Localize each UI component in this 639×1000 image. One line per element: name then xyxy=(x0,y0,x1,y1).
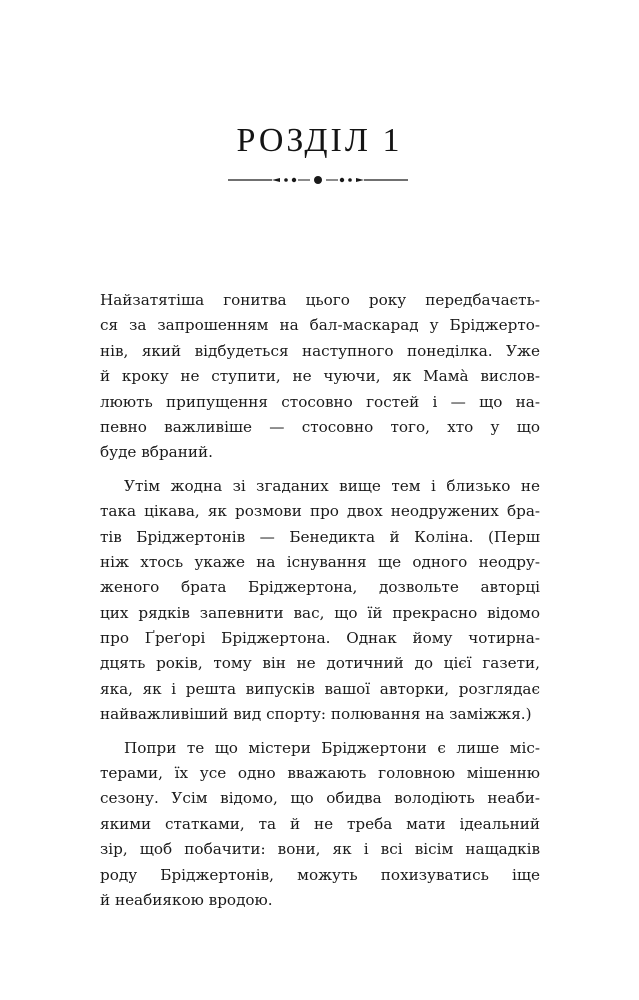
text-line: Попри те що містери Бріджертони є лише міс- xyxy=(124,738,540,757)
text-line: тів Бріджертонів — Бенедикта й Коліна. (Перш xyxy=(100,527,540,546)
chapter-body xyxy=(100,288,540,913)
chapter-title: РОЗДІЛ 1 xyxy=(236,122,403,159)
text-line: про Ґреґорі Бріджертона. Однак йому чотирна- xyxy=(100,629,540,648)
text-line: яка, як і решта випусків вашої авторки, розглядає xyxy=(100,679,540,698)
text-line: якими статками, та й не треба мати ідеальний xyxy=(100,814,540,833)
text-line: й неабиякою вродою. xyxy=(100,890,273,909)
paragraph-3 xyxy=(100,736,540,914)
text-line: найважливіший вид спорту: полювання на заміжжя.) xyxy=(100,705,532,724)
text-line: зір, щоб побачити: вони, як і всі вісім нащадків xyxy=(100,840,540,859)
text-line: люють припущення стосовно гостей і — що на- xyxy=(100,392,540,411)
text-line: буде вбраний. xyxy=(100,443,213,462)
text-line: ся за запрошенням на бал-маскарад у Бріджерто- xyxy=(100,316,540,335)
text-line: дцять років, тому він не дотичний до цієї газети, xyxy=(100,654,540,673)
text-line: нів, який відбудеться наступного понеділка. Уже xyxy=(100,341,540,360)
text-line: роду Бріджертонів, можуть похизуватись іще xyxy=(100,865,540,884)
text-line: женого брата Бріджертона, дозвольте авторці xyxy=(100,578,540,597)
paragraph-2 xyxy=(100,474,540,728)
paragraph-1 xyxy=(100,288,540,466)
text-line: сезону. Усім відомо, що обидва володіють неаби- xyxy=(100,789,540,808)
text-line: ніж хтось укаже на існування ще одного неодру- xyxy=(100,552,540,571)
text-line: й кроку не ступити, не чуючи, як Мама̀ вислов- xyxy=(100,367,540,386)
text-line: Найзатятіша гонитва цього року передбачаєть- xyxy=(100,291,540,309)
text-line: Утім жодна зі згаданих вище тем і близько не xyxy=(124,476,540,495)
text-line: така цікава, як розмови про двох неодружених бра- xyxy=(100,502,540,521)
text-line: цих рядків запевнити вас, що їй прекрасно відомо xyxy=(100,603,540,622)
text-line: певно важливіше — стосовно того, хто у що xyxy=(100,417,540,436)
ornament-divider xyxy=(228,172,408,188)
text-line: терами, їх усе одно вважають головною мішенню xyxy=(100,764,540,783)
